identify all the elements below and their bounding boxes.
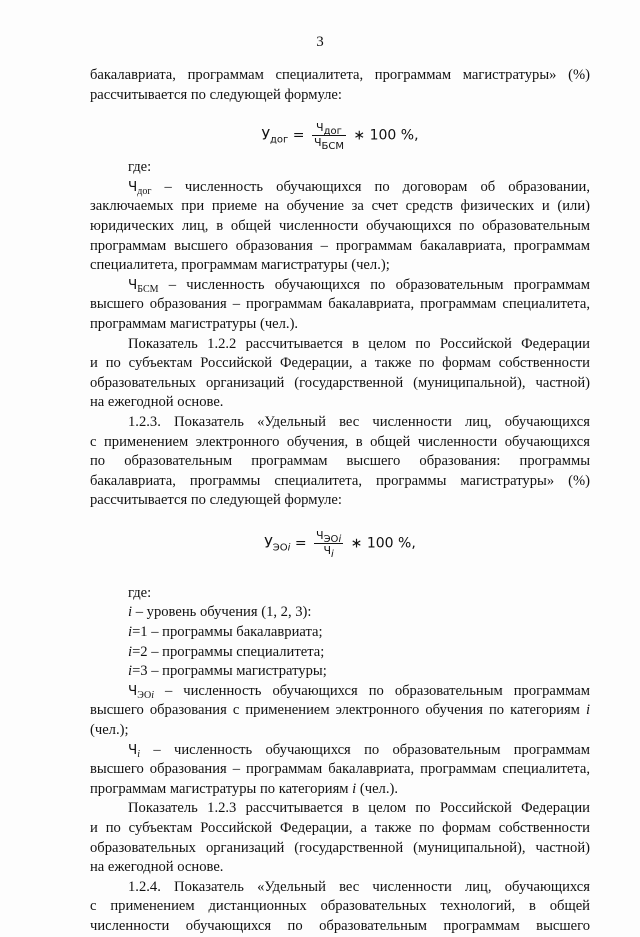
paragraph-line: на ежегодной основе. [90, 394, 224, 411]
level-item: i=1 – программы бакалавриата; [128, 624, 323, 641]
definition-line: программам высшего образования – программам бакалавриата, программам [90, 237, 590, 254]
definition-line: (чел.); [90, 722, 129, 739]
formula-contract-share: $У_{дог}$ = $\frac{Ч_{дог}}{Ч_{БСМ}}$ ∗ 100 %, [261, 121, 419, 153]
definition-line: программам магистратуры по категориям i (чел.). [90, 780, 398, 797]
definition-line: $Ч_{дог}$ – численность обучающихся по договорам об образовании, [128, 178, 590, 197]
level-item: i=3 – программы магистратуры; [128, 663, 327, 680]
paragraph-line: на ежегодной основе. [90, 859, 224, 876]
where-label: где: [128, 584, 152, 601]
paragraph-line: бакалавриата, программы специалитета, программы магистратуры» (%) [90, 472, 590, 489]
formula-tail: ∗ 100 %, [350, 535, 416, 552]
formula-fraction [312, 121, 346, 153]
definition-line: высшего образования с применением электронного обучения по категориям i [90, 702, 590, 719]
level-item: i=2 – программы специалитета; [128, 643, 325, 660]
formula-lhs-sub: дог [270, 134, 289, 146]
paragraph-line: 1.2.4. Показатель «Удельный вес численности лиц, обучающихся [128, 878, 590, 895]
paragraph-line: с применением дистанционных образовательных технологий, в общей [90, 898, 590, 915]
formula-denominator: $Ч_i$ [323, 543, 334, 560]
formula-numerator: $Ч_{ЭОi}$ [316, 528, 342, 545]
paragraph-line: Показатель 1.2.2 рассчитывается в целом по Российской Федерации [128, 335, 590, 352]
definition-line: высшего образования – программам бакалавриата, программам специалитета, [90, 761, 590, 778]
paragraph-line: численности обучающихся по образовательным программам высшего [90, 917, 590, 934]
definition-line: юридических лиц, в общей численности обучающихся по образовательным [90, 217, 590, 234]
paragraph-line: рассчитывается по следующей формуле: [90, 86, 342, 103]
definition-line: $Ч_{ЭОi}$ – численность обучающихся по образовательным программам [128, 682, 590, 701]
formula-numerator: $Ч_{дог}$ [312, 121, 346, 136]
paragraph-line: по образовательным программам высшего образования: программы [90, 453, 590, 470]
formula-lhs: У [264, 535, 273, 552]
formula-denominator: $Ч_{БСМ}$ [313, 136, 344, 153]
paragraph-line: рассчитывается по следующей формуле: [90, 492, 342, 509]
definition-line: специалитета, программам магистратуры (чел.); [90, 257, 390, 274]
paragraph-line: с применением электронного обучения, в общей численности обучающихся [90, 433, 590, 450]
paragraph-line: и по субъектам Российской Федерации, а также по формам собственности [90, 355, 590, 372]
formula-lhs: У [261, 127, 270, 144]
paragraph-line: Показатель 1.2.3 рассчитывается в целом по Российской Федерации [128, 800, 590, 817]
definition-line: высшего образования – программам бакалавриата, программам специалитета, [90, 296, 590, 313]
formula-fraction [314, 529, 343, 558]
formula-eo-share: $У_{ЭОi}$ = $\frac{Ч_{ЭОi}}{Ч_i}$ ∗ 100 %, [264, 528, 416, 560]
definition-line: $Ч_i$ – численность обучающихся по образовательным программам [128, 741, 590, 760]
paragraph-line: 1.2.3. Показатель «Удельный вес численности лиц, обучающихся [128, 413, 590, 430]
level-item: i – уровень обучения (1, 2, 3): [128, 604, 312, 621]
page-number: 3 [316, 34, 324, 50]
document-body [90, 66, 590, 937]
paragraph-line: образовательных организаций (государственной (муниципальной), частной) [90, 839, 590, 856]
paragraph-line: образовательных организаций (государственной (муниципальной), частной) [90, 374, 590, 391]
where-label: где: [128, 159, 152, 176]
definition-line: $Ч_{БСМ}$ – численность обучающихся по образовательным программам [128, 276, 590, 295]
definition-line: заключаемых при приеме на обучение за счет средств физических и (или) [90, 198, 590, 215]
definition-line: программам магистратуры (чел.). [90, 315, 299, 332]
paragraph-line: бакалавриата, программам специалитета, программам магистратуры» (%) [90, 67, 590, 83]
paragraph-line: и по субъектам Российской Федерации, а также по формам собственности [90, 820, 590, 836]
formula-tail: ∗ 100 %, [353, 127, 419, 144]
